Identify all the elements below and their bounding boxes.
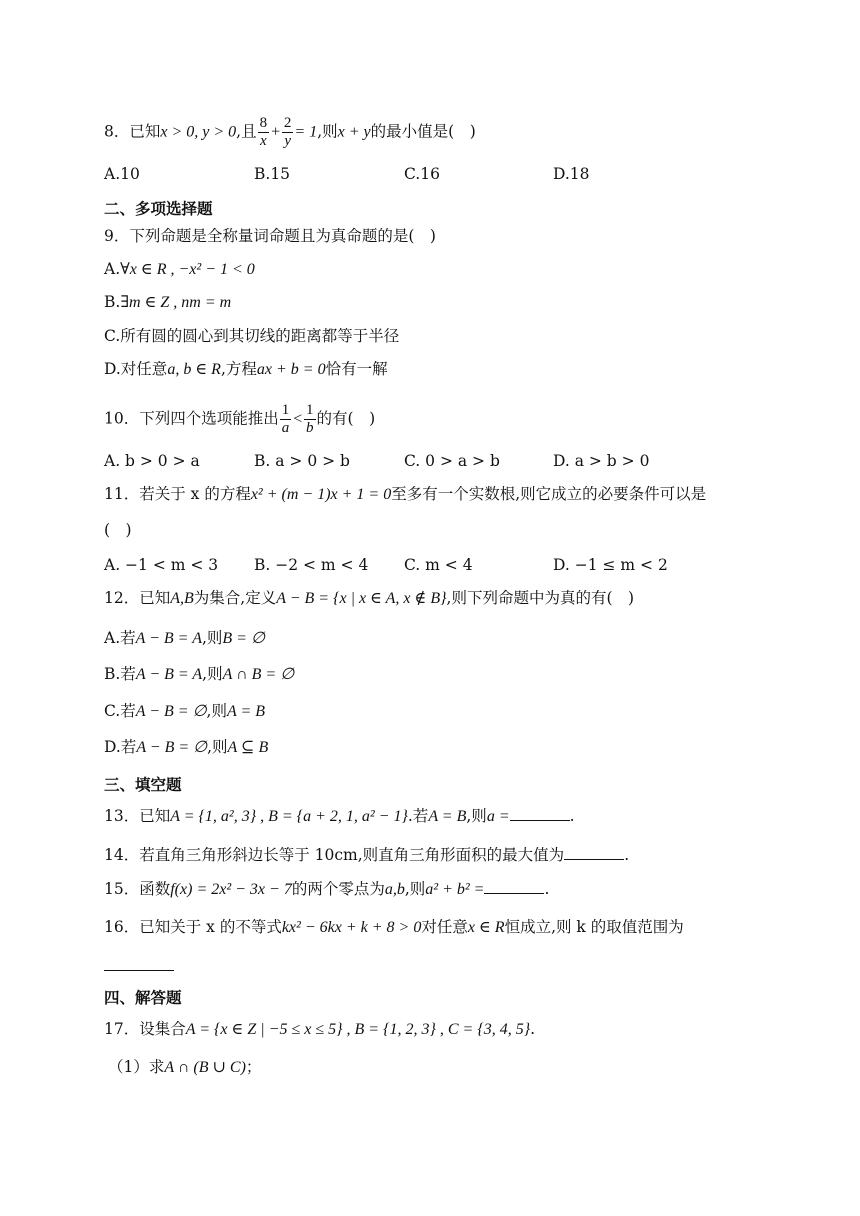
q16-m1: kx² − 6kx + k + 8 > 0 xyxy=(281,919,422,936)
q12-option-b xyxy=(104,664,294,685)
q9-d-tail: 恰有一解 xyxy=(325,360,388,378)
question-10 xyxy=(104,402,375,437)
q8-fraction-1 xyxy=(258,115,270,150)
question-13 xyxy=(104,806,575,827)
q12-d-label: D.若 xyxy=(104,738,137,756)
q8-condition: x > 0, y > 0 xyxy=(160,123,237,141)
q10-f1-den: a xyxy=(281,420,290,436)
q8-tail: 的最小值是( ) xyxy=(370,122,476,141)
q13-m3: a = xyxy=(486,808,510,825)
q8-option-c: C.16 xyxy=(404,165,440,183)
q10-fraction-1 xyxy=(280,402,292,437)
question-15 xyxy=(104,879,549,900)
q12-c-label: C.若 xyxy=(104,702,136,720)
q12-d-m2: A ⊆ B xyxy=(227,739,269,756)
q17-part1-label: （1）求 xyxy=(108,1058,165,1076)
q13-m2: A = B xyxy=(428,808,467,825)
q12-b-label: B.若 xyxy=(104,665,136,683)
q10-option-c: C. 0 > a > b xyxy=(404,452,500,470)
q16-tail: 恒成立,则 k 的取值范围为 xyxy=(504,918,684,936)
q12-sets: A,B xyxy=(170,590,194,607)
q11-paren: ( ) xyxy=(104,521,132,539)
q15-mid2: ,则 xyxy=(404,880,426,898)
q9-d-mid: ,方程 xyxy=(220,360,257,378)
q13-mid: .若 xyxy=(407,807,429,825)
q17-prefix: 17．设集合 xyxy=(104,1020,186,1038)
q10-fraction-2 xyxy=(304,402,316,437)
q13-m1: A = {1, a², 3} , B = {a + 2, 1, a² − 1} xyxy=(170,808,408,825)
q12-a-mid: ,则 xyxy=(201,629,223,647)
q9-d-math2: ax + b = 0 xyxy=(256,361,326,378)
q12-a-m1: A − B = A xyxy=(135,630,202,647)
q10-option-b: B. a > 0 > b xyxy=(254,452,350,470)
q16-m2: x ∈ R xyxy=(467,919,505,936)
q9-a-math: ∀x ∈ R , −x² − 1 < 0 xyxy=(120,261,255,278)
q11-tail: 至多有一个实数根,则它成立的必要条件可以是 xyxy=(391,485,707,503)
q12-option-d xyxy=(104,737,268,758)
q10-prefix: 10．下列四个选项能推出 xyxy=(104,409,279,428)
q15-m1: f(x) = 2x² − 3x − 7 xyxy=(170,881,292,898)
q15-mid: 的两个零点为 xyxy=(291,880,385,898)
q8-option-b: B.15 xyxy=(254,165,291,183)
q13-prefix: 13．已知 xyxy=(104,807,171,825)
q13-mid2: ,则 xyxy=(466,807,487,825)
q12-option-a xyxy=(104,628,265,649)
q8-prefix: 8．已知 xyxy=(104,122,161,141)
q10-tail: 的有( ) xyxy=(316,409,376,428)
q16-mid: 对任意 xyxy=(421,918,468,936)
q11-prefix: 11．若关于 x 的方程 xyxy=(104,485,251,503)
q8-suffix: ,则 xyxy=(317,122,338,141)
q8-eq: = 1 xyxy=(294,123,318,141)
q11-option-b: B. −2 < m < 4 xyxy=(254,556,369,574)
q15-m3: a² + b² = xyxy=(425,881,485,898)
q9-option-c: C.所有圆的圆心到其切线的距离都等于半径 xyxy=(104,327,400,345)
question-14 xyxy=(104,845,629,865)
section-4-heading: 四、解答题 xyxy=(104,989,182,1007)
q15-end: . xyxy=(544,880,550,898)
q10-lt: < xyxy=(292,410,304,428)
q8-f1-num: 8 xyxy=(259,115,268,131)
q9-d-math1: a, b ∈ R xyxy=(167,361,221,378)
q14-text: 14．若直角三角形斜边长等于 10cm,则直角三角形面积的最大值为 xyxy=(104,846,565,864)
q12-b-mid: ,则 xyxy=(202,665,223,683)
q16-prefix: 16．已知关于 x 的不等式 xyxy=(104,918,282,936)
q9-d-label: D.对任意 xyxy=(104,360,168,378)
question-9: 9．下列命题是全称量词命题且为真命题的是( ) xyxy=(104,227,436,245)
q17-part-1 xyxy=(108,1057,261,1078)
q12-c-m2: A = B xyxy=(226,703,266,720)
q8-f2-den: y xyxy=(282,132,294,150)
q14-answer-blank xyxy=(564,845,624,860)
q15-answer-blank xyxy=(484,879,544,894)
q12-a-label: A.若 xyxy=(104,629,136,647)
question-16 xyxy=(104,917,684,938)
q12-d-mid: ,则 xyxy=(207,738,228,756)
question-11 xyxy=(104,484,706,505)
q12-a-m2: B = ∅ xyxy=(222,630,265,647)
q17-part1-math: A ∩ (B ∪ C) xyxy=(164,1059,246,1076)
q10-option-d: D. a > b > 0 xyxy=(553,452,650,470)
q8-expr: x + y xyxy=(337,123,371,141)
q13-answer-blank xyxy=(510,806,570,821)
q10-f2-num: 1 xyxy=(306,402,314,418)
q8-option-a: A.10 xyxy=(104,165,140,183)
q9-option-a xyxy=(104,259,255,280)
q12-tail: ,则下列命题中为真的有( ) xyxy=(446,589,635,607)
q11-option-a: A. −1 < m < 3 xyxy=(104,556,219,574)
q11-math: x² + (m − 1)x + 1 = 0 xyxy=(250,486,392,503)
q14-end: . xyxy=(624,846,630,864)
q9-b-math: ∃m ∈ Z , nm = m xyxy=(120,294,232,311)
q13-end: . xyxy=(569,807,575,825)
q8-option-d: D.18 xyxy=(553,165,590,183)
q11-option-c: C. m < 4 xyxy=(404,556,473,574)
q8-f2-num: 2 xyxy=(283,115,292,131)
q12-prefix: 12．已知 xyxy=(104,589,171,607)
q9-option-d xyxy=(104,359,388,380)
q12-b-m2: A ∩ B = ∅ xyxy=(222,666,295,683)
q15-m2: a,b xyxy=(384,881,405,898)
q8-mid: ,且 xyxy=(236,122,257,141)
q8-plus: + xyxy=(270,123,281,141)
q17-math: A = {x ∈ Z | −5 ≤ x ≤ 5} , B = {1, 2, 3} , C = {3, 4, 5} xyxy=(185,1021,531,1038)
section-3-heading: 三、填空题 xyxy=(104,776,182,794)
question-17 xyxy=(104,1019,535,1040)
q16-answer-blank xyxy=(104,970,174,971)
q12-d-m1: A − B = ∅ xyxy=(136,739,208,756)
q10-f2-den: b xyxy=(306,420,314,436)
q12-b-m1: A − B = A xyxy=(135,666,203,683)
q9-option-b xyxy=(104,292,231,313)
q8-f1-den: x xyxy=(258,132,270,150)
q15-prefix: 15．函数 xyxy=(104,880,171,898)
question-12 xyxy=(104,588,634,609)
q9-b-label: B. xyxy=(104,293,121,311)
q8-fraction-2 xyxy=(282,115,294,150)
q10-option-a: A. b > 0 > a xyxy=(104,452,200,470)
q17-end: . xyxy=(530,1020,536,1038)
q11-option-d: D. −1 ≤ m < 2 xyxy=(553,556,668,574)
q12-def: A − B = {x | x ∈ A, x ∉ B} xyxy=(276,590,447,607)
q12-mid: 为集合,定义 xyxy=(193,589,277,607)
q9-a-label: A. xyxy=(104,260,121,278)
q10-f1-num: 1 xyxy=(281,402,290,418)
q12-c-mid: ,则 xyxy=(206,702,227,720)
q12-c-m1: A − B = ∅ xyxy=(135,703,207,720)
section-2-heading: 二、多项选择题 xyxy=(104,200,213,218)
q17-part1-end: ； xyxy=(245,1058,262,1076)
q12-option-c xyxy=(104,701,265,722)
question-8 xyxy=(104,115,476,150)
